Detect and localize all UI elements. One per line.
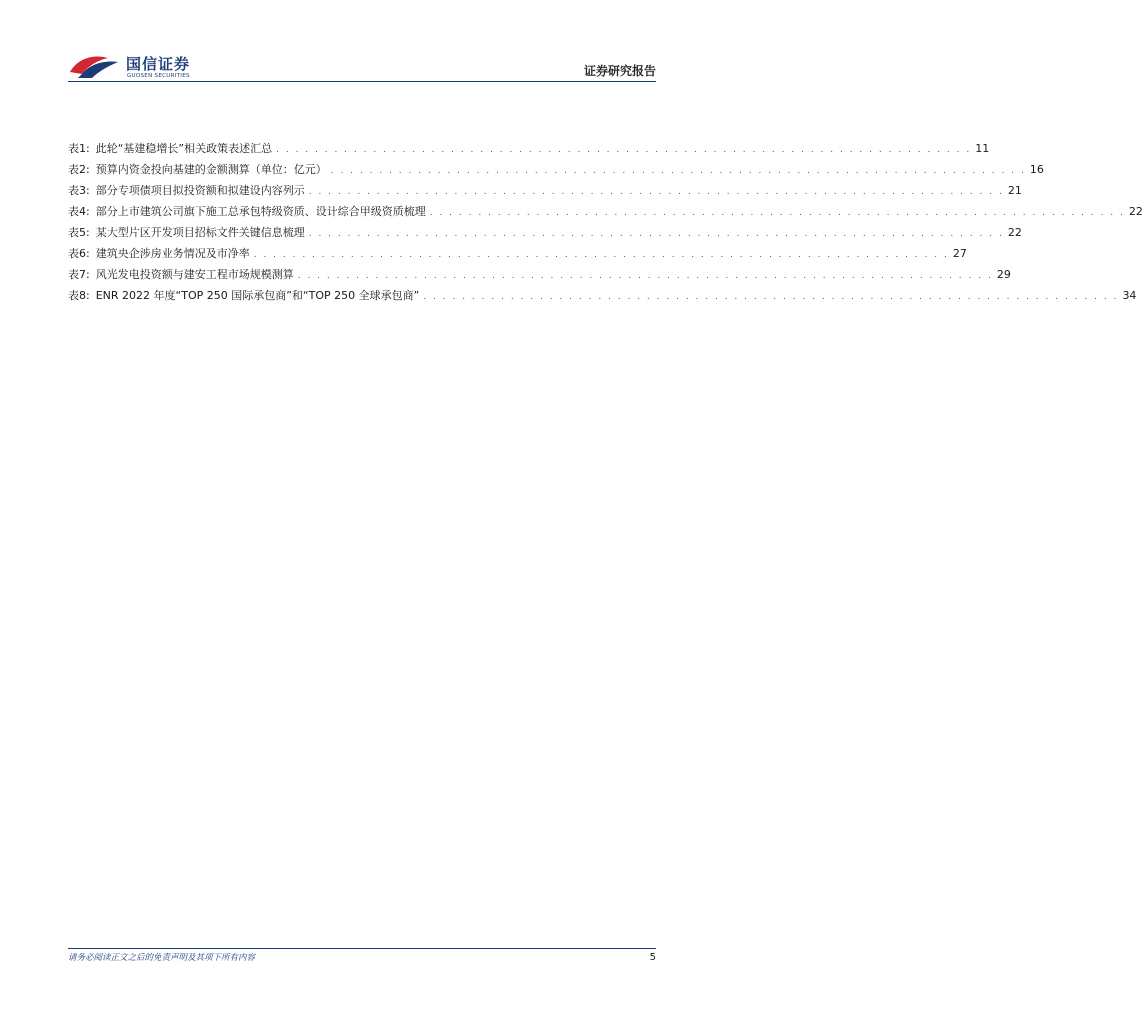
logo-text-en: GUOSEN SECURITIES — [127, 73, 190, 79]
toc-entry[interactable] — [68, 138, 990, 159]
toc-entry-label: 表5: — [68, 226, 90, 239]
toc-leader-dots: . . . . . . . . . . . . . . . . . . . . . . . . . . . . . . . . . . . . . . . . . . . . . . . . . . . . . . . . . . . . . . . . . . . . . . . . — [429, 208, 1125, 218]
toc-entry-title: 某大型片区开发项目招标文件关键信息梳理 — [95, 226, 305, 239]
toc-entry-page: 22 — [1007, 226, 1022, 239]
footer-disclaimer: 请务必阅读正文之后的免责声明及其项下所有内容 — [68, 953, 256, 963]
toc-leader-dots: . . . . . . . . . . . . . . . . . . . . . . . . . . . . . . . . . . . . . . . . . . . . . . . . . . . . . . . . . . . . . . . . . . . . . . . . — [308, 187, 1004, 197]
guosen-logo-icon — [68, 52, 120, 78]
toc-leader-dots: . . . . . . . . . . . . . . . . . . . . . . . . . . . . . . . . . . . . . . . . . . . . . . . . . . . . . . . . . . . . . . . . . . . . . . . . — [253, 250, 949, 260]
toc-entry[interactable] — [68, 285, 1137, 306]
toc-entry-title: 部分上市建筑公司旗下施工总承包特级资质、设计综合甲级资质梳理 — [95, 205, 426, 218]
logo-text-cn: 国信证券 — [126, 55, 191, 73]
toc-entry-title: ENR 2022 年度“TOP 250 国际承包商”和“TOP 250 全球承包商” — [95, 289, 420, 302]
toc-entry-title: 风光发电投资额与建安工程市场规模测算 — [95, 268, 294, 281]
toc-entry-label: 表3: — [68, 184, 90, 197]
toc-entry-title: 此轮“基建稳增长”相关政策表述汇总 — [95, 142, 273, 155]
footer-divider — [68, 948, 656, 949]
toc-entry[interactable] — [68, 180, 1022, 201]
toc-entry-page: 34 — [1122, 289, 1137, 302]
header-divider — [68, 81, 656, 82]
toc-entry-page: 27 — [952, 247, 967, 260]
page-header — [68, 46, 656, 86]
toc-entry-label: 表6: — [68, 247, 90, 260]
toc-entry-page: 21 — [1007, 184, 1022, 197]
toc-entry-label: 表1: — [68, 142, 90, 155]
table-of-tables — [68, 138, 1143, 306]
toc-entry[interactable] — [68, 264, 1011, 285]
toc-entry-title: 部分专项债项目拟投资额和拟建设内容列示 — [95, 184, 305, 197]
toc-entry-label: 表8: — [68, 289, 90, 302]
toc-entry-label: 表2: — [68, 163, 90, 176]
toc-entry-title: 预算内资金投向基建的金额测算（单位：亿元） — [95, 163, 327, 176]
toc-leader-dots: . . . . . . . . . . . . . . . . . . . . . . . . . . . . . . . . . . . . . . . . . . . . . . . . . . . . . . . . . . . . . . . . . . . . . . . . — [276, 145, 972, 155]
toc-leader-dots: . . . . . . . . . . . . . . . . . . . . . . . . . . . . . . . . . . . . . . . . . . . . . . . . . . . . . . . . . . . . . . . . . . . . . . . . — [297, 271, 993, 281]
toc-leader-dots: . . . . . . . . . . . . . . . . . . . . . . . . . . . . . . . . . . . . . . . . . . . . . . . . . . . . . . . . . . . . . . . . . . . . . . . . — [308, 229, 1004, 239]
toc-entry-page: 29 — [996, 268, 1011, 281]
toc-entry[interactable] — [68, 159, 1044, 180]
toc-entry-page: 22 — [1128, 205, 1143, 218]
report-type-label: 证券研究报告 — [583, 64, 656, 78]
page-number: 5 — [649, 952, 656, 963]
toc-entry[interactable] — [68, 201, 1143, 222]
toc-entry-page: 16 — [1029, 163, 1044, 176]
guosen-logo — [68, 46, 208, 82]
toc-leader-dots: . . . . . . . . . . . . . . . . . . . . . . . . . . . . . . . . . . . . . . . . . . . . . . . . . . . . . . . . . . . . . . . . . . . . . . . . — [423, 292, 1119, 302]
toc-leader-dots: . . . . . . . . . . . . . . . . . . . . . . . . . . . . . . . . . . . . . . . . . . . . . . . . . . . . . . . . . . . . . . . . . . . . . . . . — [330, 166, 1026, 176]
toc-entry-title: 建筑央企涉房业务情况及市净率 — [95, 247, 250, 260]
toc-entry[interactable] — [68, 243, 967, 264]
toc-entry[interactable] — [68, 222, 1022, 243]
toc-entry-label: 表7: — [68, 268, 90, 281]
toc-entry-label: 表4: — [68, 205, 90, 218]
toc-entry-page: 11 — [975, 142, 990, 155]
